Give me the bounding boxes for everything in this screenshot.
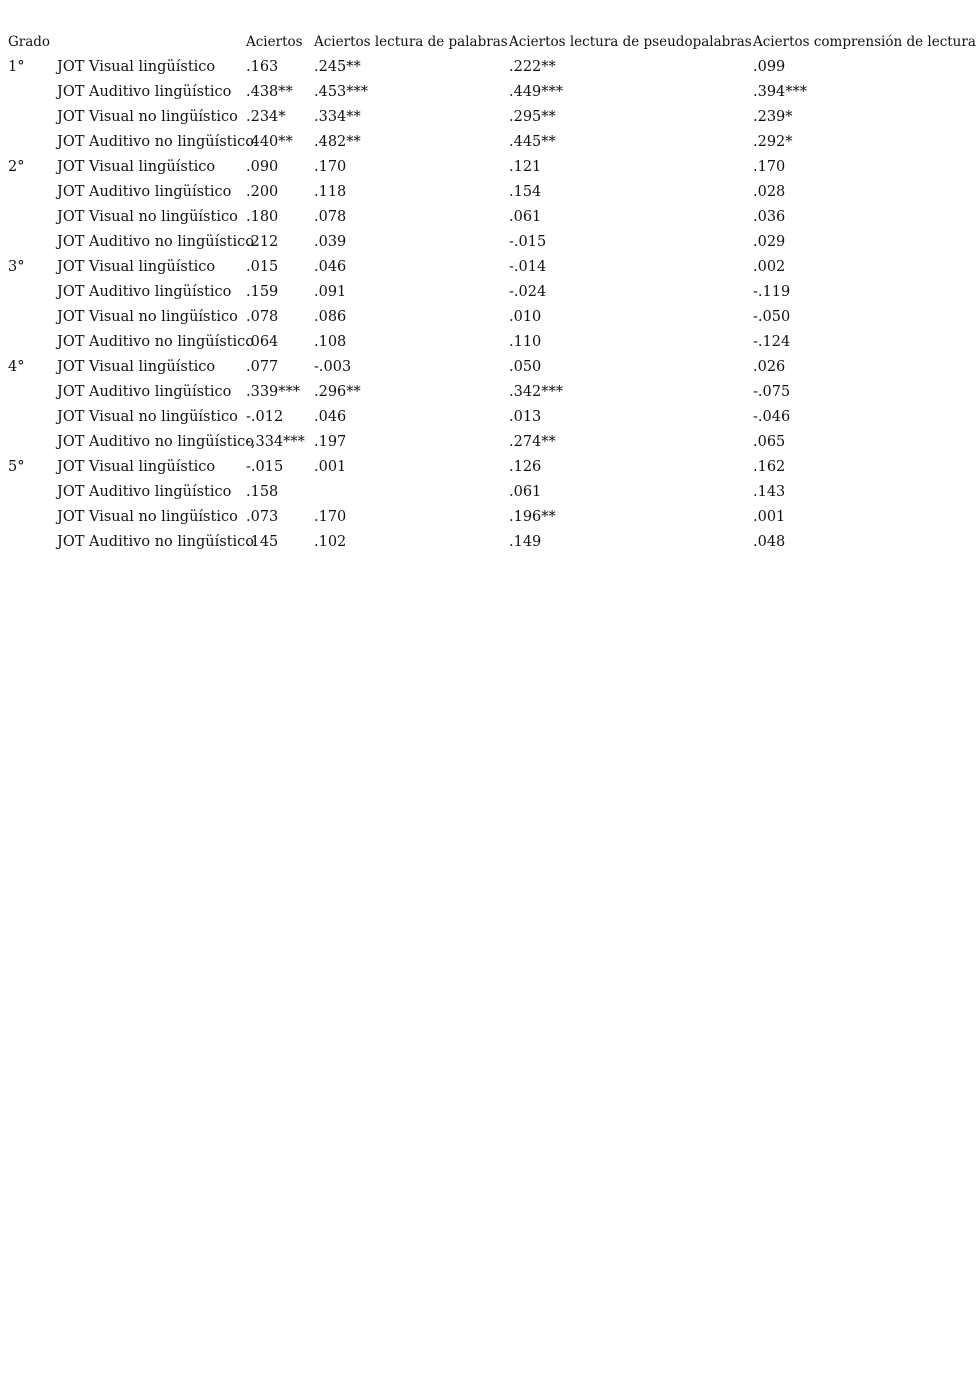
cell-grade bbox=[8, 505, 54, 530]
cell-grade bbox=[8, 280, 54, 305]
cell-test: JOT Visual no lingüístico bbox=[57, 509, 238, 525]
cell-comp: .001 bbox=[753, 509, 786, 525]
cell-comp: .065 bbox=[753, 434, 786, 450]
cell-grade bbox=[8, 180, 54, 205]
table-row bbox=[0, 80, 976, 105]
cell-test: JOT Auditivo no lingüístico bbox=[57, 534, 255, 550]
table-row bbox=[0, 230, 976, 255]
cell-pseudo: -.014 bbox=[509, 259, 547, 275]
cell-test: JOT Auditivo no lingüístico bbox=[57, 234, 255, 250]
cell-aciertos: .090 bbox=[246, 159, 279, 175]
cell-pseudo: .050 bbox=[509, 359, 542, 375]
cell-comp: -.050 bbox=[753, 309, 791, 325]
cell-palabras: .118 bbox=[314, 184, 347, 200]
cell-aciertos: .078 bbox=[246, 309, 279, 325]
table-row bbox=[0, 305, 976, 330]
cell-palabras: .039 bbox=[314, 234, 347, 250]
table-row bbox=[0, 355, 976, 380]
cell-pseudo: -.015 bbox=[509, 234, 547, 250]
table-row bbox=[0, 530, 976, 555]
cell-comp: .028 bbox=[753, 184, 786, 200]
cell-grade bbox=[8, 430, 54, 455]
cell-comp: .162 bbox=[753, 459, 786, 475]
cell-grade bbox=[8, 530, 54, 555]
header-pseudo: Aciertos lectura de pseudopalabras bbox=[509, 34, 752, 50]
table-row bbox=[0, 280, 976, 305]
cell-grade bbox=[8, 130, 54, 155]
table-row bbox=[0, 455, 976, 480]
table-row bbox=[0, 505, 976, 530]
cell-test: JOT Auditivo lingüístico bbox=[57, 284, 232, 300]
table-row bbox=[0, 130, 976, 155]
cell-aciertos: .440** bbox=[246, 134, 293, 150]
cell-palabras: .482** bbox=[314, 134, 361, 150]
cell-comp: .170 bbox=[753, 159, 786, 175]
header-grade: Grado bbox=[8, 34, 51, 50]
cell-grade bbox=[8, 405, 54, 430]
cell-grade: 3° bbox=[8, 259, 25, 275]
cell-grade bbox=[8, 480, 54, 505]
cell-test: JOT Visual lingüístico bbox=[57, 359, 216, 375]
cell-palabras: -.003 bbox=[314, 359, 352, 375]
cell-test: JOT Auditivo no lingüístico bbox=[57, 134, 255, 150]
table-body bbox=[0, 55, 976, 555]
cell-test: JOT Visual no lingüístico bbox=[57, 109, 238, 125]
cell-pseudo: -.024 bbox=[509, 284, 547, 300]
cell-pseudo: .274** bbox=[509, 434, 556, 450]
cell-pseudo: .222** bbox=[509, 59, 556, 75]
cell-palabras: .086 bbox=[314, 309, 347, 325]
cell-palabras: .296** bbox=[314, 384, 361, 400]
table-row bbox=[0, 105, 976, 130]
cell-palabras: .245** bbox=[314, 59, 361, 75]
cell-comp: .292* bbox=[753, 134, 793, 150]
cell-aciertos: -.015 bbox=[246, 459, 284, 475]
table-row bbox=[0, 255, 976, 280]
cell-aciertos: .073 bbox=[246, 509, 279, 525]
header-comp: Aciertos comprensión de lectura bbox=[753, 34, 976, 50]
cell-pseudo: .061 bbox=[509, 484, 542, 500]
cell-test: JOT Visual lingüístico bbox=[57, 459, 216, 475]
header-aciertos: Aciertos bbox=[246, 34, 303, 50]
cell-comp: .394*** bbox=[753, 84, 808, 100]
cell-test: JOT Visual lingüístico bbox=[57, 159, 216, 175]
cell-test: JOT Visual no lingüístico bbox=[57, 409, 238, 425]
cell-comp: .143 bbox=[753, 484, 786, 500]
cell-aciertos: .015 bbox=[246, 259, 279, 275]
cell-grade bbox=[8, 380, 54, 405]
cell-grade: 4° bbox=[8, 359, 25, 375]
cell-palabras: .001 bbox=[314, 459, 347, 475]
cell-palabras: .197 bbox=[314, 434, 347, 450]
cell-aciertos: .077 bbox=[246, 359, 279, 375]
cell-pseudo: .342*** bbox=[509, 384, 564, 400]
cell-comp: -.046 bbox=[753, 409, 791, 425]
cell-grade bbox=[8, 105, 54, 130]
cell-palabras: .046 bbox=[314, 259, 347, 275]
cell-test: JOT Visual lingüístico bbox=[57, 59, 216, 75]
table-row bbox=[0, 380, 976, 405]
cell-test: JOT Auditivo lingüístico bbox=[57, 384, 232, 400]
cell-aciertos: .438** bbox=[246, 84, 293, 100]
cell-test: JOT Visual lingüístico bbox=[57, 259, 216, 275]
cell-pseudo: .010 bbox=[509, 309, 542, 325]
cell-test: JOT Auditivo no lingüístico bbox=[57, 434, 255, 450]
cell-test: JOT Auditivo lingüístico bbox=[57, 184, 232, 200]
cell-aciertos: .145 bbox=[246, 534, 279, 550]
cell-palabras: .170 bbox=[314, 159, 347, 175]
cell-aciertos: .064 bbox=[246, 334, 279, 350]
cell-comp: -.075 bbox=[753, 384, 791, 400]
cell-grade: 5° bbox=[8, 459, 25, 475]
cell-aciertos: .158 bbox=[246, 484, 279, 500]
cell-pseudo: .110 bbox=[509, 334, 542, 350]
table-row bbox=[0, 405, 976, 430]
cell-aciertos: .212 bbox=[246, 234, 279, 250]
table-row bbox=[0, 180, 976, 205]
table-row bbox=[0, 430, 976, 455]
cell-palabras: .078 bbox=[314, 209, 347, 225]
cell-aciertos: -.012 bbox=[246, 409, 284, 425]
cell-palabras: .102 bbox=[314, 534, 347, 550]
cell-pseudo: .061 bbox=[509, 209, 542, 225]
cell-grade bbox=[8, 205, 54, 230]
cell-comp: .048 bbox=[753, 534, 786, 550]
cell-aciertos: .180 bbox=[246, 209, 279, 225]
table-header bbox=[0, 30, 976, 55]
cell-grade bbox=[8, 80, 54, 105]
cell-test: JOT Auditivo lingüístico bbox=[57, 484, 232, 500]
cell-palabras: .046 bbox=[314, 409, 347, 425]
cell-palabras: .453*** bbox=[314, 84, 369, 100]
cell-pseudo: .196** bbox=[509, 509, 556, 525]
cell-palabras: .334** bbox=[314, 109, 361, 125]
cell-pseudo: .154 bbox=[509, 184, 542, 200]
cell-grade bbox=[8, 230, 54, 255]
cell-comp: -.124 bbox=[753, 334, 791, 350]
cell-grade bbox=[8, 305, 54, 330]
header-test bbox=[57, 30, 243, 55]
cell-comp: .036 bbox=[753, 209, 786, 225]
cell-grade: 2° bbox=[8, 159, 25, 175]
cell-aciertos: .163 bbox=[246, 59, 279, 75]
cell-comp: -.119 bbox=[753, 284, 791, 300]
table-row bbox=[0, 330, 976, 355]
cell-aciertos: .200 bbox=[246, 184, 279, 200]
cell-aciertos: .159 bbox=[246, 284, 279, 300]
cell-aciertos: .234* bbox=[246, 109, 286, 125]
cell-comp: .099 bbox=[753, 59, 786, 75]
cell-pseudo: .121 bbox=[509, 159, 542, 175]
cell-palabras: .108 bbox=[314, 334, 347, 350]
cell-comp: .029 bbox=[753, 234, 786, 250]
cell-test: JOT Visual no lingüístico bbox=[57, 209, 238, 225]
cell-grade: 1° bbox=[8, 59, 25, 75]
cell-test: JOT Auditivo no lingüístico bbox=[57, 334, 255, 350]
cell-pseudo: .149 bbox=[509, 534, 542, 550]
table-row bbox=[0, 205, 976, 230]
cell-pseudo: .295** bbox=[509, 109, 556, 125]
cell-aciertos: .339*** bbox=[246, 384, 301, 400]
cell-comp: .002 bbox=[753, 259, 786, 275]
cell-palabras: .091 bbox=[314, 284, 347, 300]
cell-pseudo: .449*** bbox=[509, 84, 564, 100]
header-palabras: Aciertos lectura de palabras bbox=[314, 34, 508, 50]
cell-palabras bbox=[314, 480, 506, 505]
table-row bbox=[0, 480, 976, 505]
cell-test: JOT Visual no lingüístico bbox=[57, 309, 238, 325]
cell-comp: .026 bbox=[753, 359, 786, 375]
table-row bbox=[0, 155, 976, 180]
cell-pseudo: .126 bbox=[509, 459, 542, 475]
cell-pseudo: .445** bbox=[509, 134, 556, 150]
cell-comp: .239* bbox=[753, 109, 793, 125]
cell-palabras: .170 bbox=[314, 509, 347, 525]
cell-pseudo: .013 bbox=[509, 409, 542, 425]
cell-aciertos: -,334*** bbox=[246, 434, 305, 450]
cell-grade bbox=[8, 330, 54, 355]
table-row bbox=[0, 55, 976, 80]
cell-test: JOT Auditivo lingüístico bbox=[57, 84, 232, 100]
